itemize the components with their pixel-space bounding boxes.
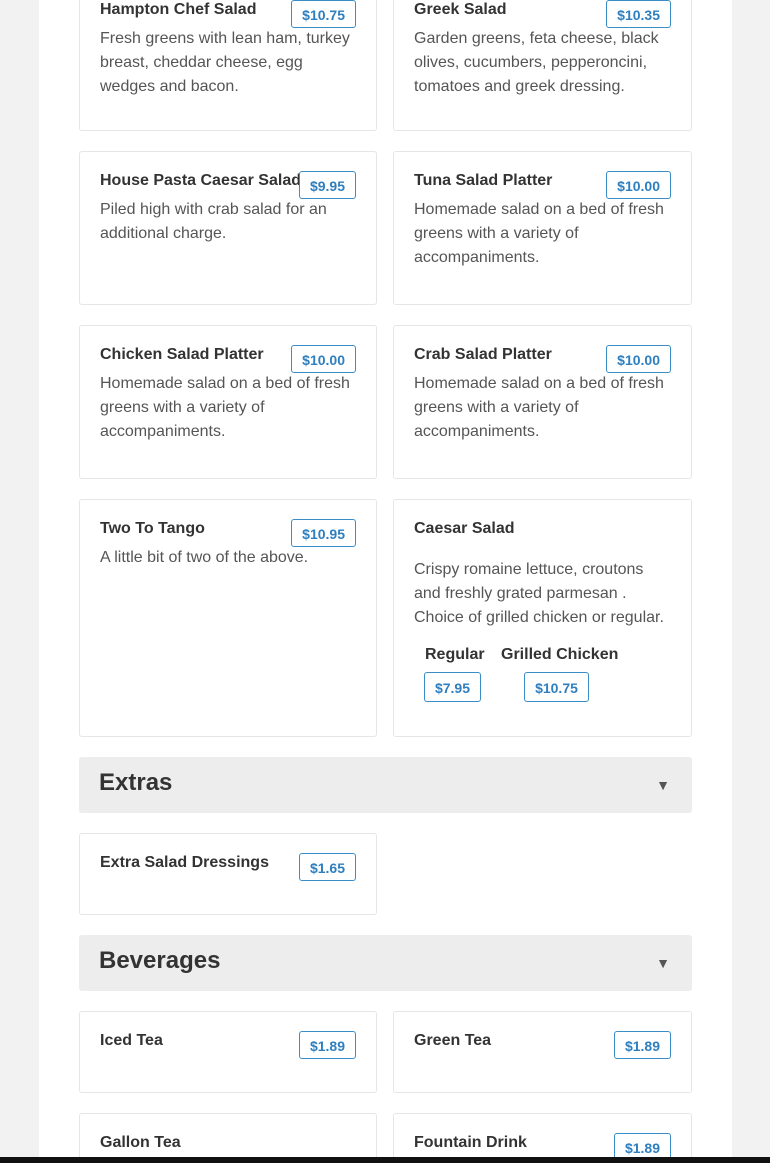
item-title: Extra Salad Dressings <box>100 854 269 871</box>
item-title: Iced Tea <box>100 1032 163 1049</box>
item-description: Homemade salad on a bed of fresh greens with a variety of accompaniments. <box>100 375 350 440</box>
menu-item-card[interactable] <box>79 0 377 131</box>
menu-item-card[interactable] <box>79 1011 377 1093</box>
item-title: Fountain Drink <box>414 1134 527 1151</box>
menu-item-card[interactable] <box>393 151 692 305</box>
item-description: Garden greens, feta cheese, black olives, cucumbers, pepperoncini, tomatoes and greek dressing. <box>414 30 659 95</box>
item-price[interactable]: $10.00 <box>606 171 671 199</box>
item-title: Crab Salad Platter <box>414 346 552 363</box>
option-price-grilled-chicken[interactable]: $10.75 <box>524 672 589 702</box>
menu-item-card[interactable] <box>393 325 692 479</box>
section-title: Beverages <box>99 947 221 974</box>
item-description: A little bit of two of the above. <box>100 549 309 566</box>
item-price[interactable]: $10.35 <box>606 0 671 28</box>
menu-item-card[interactable] <box>79 151 377 305</box>
item-title: Caesar Salad <box>414 520 515 537</box>
item-description: Piled high with crab salad for an additional charge. <box>100 201 327 242</box>
item-description: Homemade salad on a bed of fresh greens with a variety of accompaniments. <box>414 201 664 266</box>
chevron-down-icon[interactable]: ▼ <box>656 955 670 971</box>
menu-item-card[interactable] <box>393 1011 692 1093</box>
item-price[interactable]: $10.00 <box>606 345 671 373</box>
option-label-grilled-chicken: Grilled Chicken <box>501 646 619 663</box>
item-title: Green Tea <box>414 1032 492 1049</box>
bottom-bar <box>0 1157 770 1163</box>
option-label-regular: Regular <box>425 646 485 663</box>
item-title: Chicken Salad Platter <box>100 346 264 363</box>
item-title: House Pasta Caesar Salad <box>100 172 301 189</box>
item-title: Gallon Tea <box>100 1134 181 1151</box>
menu-item-card[interactable] <box>79 1113 377 1163</box>
item-price[interactable]: $1.89 <box>299 1031 356 1059</box>
item-price[interactable]: $10.95 <box>291 519 356 547</box>
item-description: Fresh greens with lean ham, turkey breast, cheddar cheese, egg wedges and bacon. <box>100 30 350 95</box>
menu-item-card[interactable] <box>79 833 377 915</box>
item-price[interactable]: $10.00 <box>291 345 356 373</box>
caesar-salad-card[interactable] <box>393 499 692 737</box>
item-price[interactable]: $10.75 <box>291 0 356 28</box>
item-description: Crispy romaine lettuce, croutons and freshly grated parmesan . Choice of grilled chicken or regular. <box>414 561 664 626</box>
item-description: Homemade salad on a bed of fresh greens with a variety of accompaniments. <box>414 375 664 440</box>
item-price[interactable]: $1.65 <box>299 853 356 881</box>
menu-page <box>39 0 732 1163</box>
item-title: Tuna Salad Platter <box>414 172 553 189</box>
menu-item-card[interactable] <box>393 1113 692 1163</box>
item-title: Greek Salad <box>414 1 507 18</box>
menu-item-card[interactable] <box>79 499 377 737</box>
item-price[interactable]: $1.89 <box>614 1133 671 1161</box>
section-header-beverages[interactable] <box>79 935 692 991</box>
menu-item-card[interactable] <box>393 0 692 131</box>
option-price-regular[interactable]: $7.95 <box>424 672 481 702</box>
item-price[interactable]: $9.95 <box>299 171 356 199</box>
item-title: Two To Tango <box>100 520 205 537</box>
item-price[interactable]: $1.89 <box>614 1031 671 1059</box>
item-title: Hampton Chef Salad <box>100 1 257 18</box>
chevron-down-icon[interactable]: ▼ <box>656 777 670 793</box>
menu-item-card[interactable] <box>79 325 377 479</box>
section-header-extras[interactable] <box>79 757 692 813</box>
section-title: Extras <box>99 769 173 796</box>
